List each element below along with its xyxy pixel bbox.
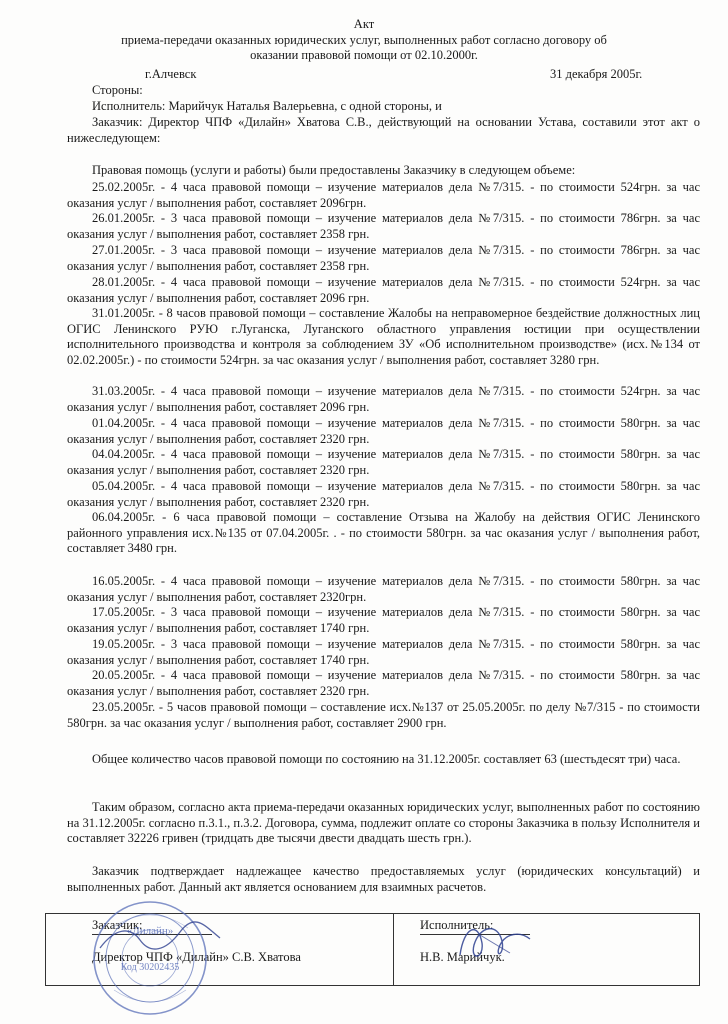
document-date: 31 декабря 2005г. — [550, 67, 643, 81]
confirmation-paragraph: Заказчик подтверждает надлежащее качество предоставляемых услуг (юридических консультаций) и выполненных работ. Данный акт является основанием для взаимных расчетов. — [67, 864, 700, 894]
stamp-code-text: Код 30202435 — [120, 962, 180, 973]
customer-signature-label: Заказчик: — [92, 918, 143, 932]
customer-signature-name: Директор ЧПФ «Дилайн» С.В. Хватова — [92, 950, 301, 964]
document-place: г.Алчевск — [145, 67, 197, 81]
parties-heading: Стороны: — [92, 83, 143, 97]
entry-item: 04.04.2005г. - 4 часа правовой помощи – изучение материалов дела №7/315. - по стоимости 580грн. за час оказания услуг / выполнения работ, составляет 2320 грн. — [67, 447, 700, 477]
entry-item: 16.05.2005г. - 4 часа правовой помощи – изучение материалов дела №7/315. - по стоимости 580грн. за час оказания услуг / выполнения работ, составляет 2320грн. — [67, 574, 700, 604]
company-stamp-icon — [90, 898, 210, 1018]
entry-item: 31.03.2005г. - 4 часа правовой помощи – изучение материалов дела №7/315. - по стоимости 524грн. за час оказания услуг / выполнения работ, составляет 2096 грн. — [67, 384, 700, 414]
customer-signature-icon — [95, 918, 225, 958]
entry-item: 19.05.2005г. - 3 часа правовой помощи – изучение материалов дела №7/315. - по стоимости 580грн. за час оказания услуг / выполнения работ, составляет 1740 грн. — [67, 637, 700, 667]
amount-paragraph: Таким образом, согласно акта приема-передачи оказанных юридических услуг, выполненных работ по состоянию на 31.12.2005г. согласно п.3.1., п.3.2. Договора, сумма, подлежит оплате со стороны Заказчика в пользу Исполнителя и составляет 32226 гривен (тридцать две тысячи двести двадцать шесть грн.). — [67, 800, 700, 846]
entry-item: 20.05.2005г. - 4 часа правовой помощи – изучение материалов дела №7/315. - по стоимости 580грн. за час оказания услуг / выполнения работ, составляет 2320 грн. — [67, 668, 700, 698]
signature-divider — [393, 914, 394, 985]
executor-signature-label: Исполнитель: — [420, 918, 494, 932]
entry-item: 31.01.2005г. - 8 часов правовой помощи – составление Жалобы на неправомерное бездействие должностных лиц ОГИС Ленинского РУЮ г.Луганска, Луганского областного управления юстиции при осуществлении исполнительного производства и контроля за соблюдением ЗУ «Об исполнительном производстве» (исх.№134 от 02.02.2005г.) - по стоимости 524грн. за час оказания услуг / выполнения работ, составляет 3280 грн. — [67, 306, 700, 367]
entry-item: 26.01.2005г. - 3 часа правовой помощи – изучение материалов дела №7/315. - по стоимости 786грн. за час оказания услуг / выполнения работ, составляет 2358 грн. — [67, 211, 700, 241]
document-title: Акт — [353, 17, 375, 31]
entry-item: 05.04.2005г. - 4 часа правовой помощи – изучение материалов дела №7/315. - по стоимости 580грн. за час оказания услуг / выполнения работ, составляет 2320 грн. — [67, 479, 700, 509]
document-subtitle: приема-передачи оказанных юридических услуг, выполненных работ согласно договору об оказании правовой помощи от 02.10.2000г. — [121, 33, 607, 62]
entry-item: 23.05.2005г. - 5 часов правовой помощи – составление исх.№137 от 25.05.2005г. по делу №7/315 - по стоимости 580грн. за час оказания услуг / выполнения работ, составляет 2900 грн. — [67, 700, 700, 730]
customer-paragraph: Заказчик: Директор ЧПФ «Дилайн» Хватова С.В., действующий на основании Устава, составили этот акт о нижеследующем: — [67, 115, 700, 145]
executor-line: Исполнитель: Марийчук Наталья Валерьевна, с одной стороны, и — [92, 99, 442, 113]
entry-item: 25.02.2005г. - 4 часа правовой помощи – изучение материалов дела №7/315. - по стоимости 524грн. за час оказания услуг / выполнения работ, составляет 2096грн. — [67, 180, 700, 210]
executor-signature-icon — [450, 915, 540, 970]
scope-line: Правовая помощь (услуги и работы) были предоставлены Заказчику в следующем объеме: — [92, 163, 576, 177]
entry-item: 27.01.2005г. - 3 часа правовой помощи – изучение материалов дела №7/315. - по стоимости 786грн. за час оказания услуг / выполнения работ, составляет 2358 грн. — [67, 243, 700, 273]
entry-item: 28.01.2005г. - 4 часа правовой помощи – изучение материалов дела №7/315. - по стоимости 524грн. за час оказания услуг / выполнения работ, составляет 2096 грн. — [67, 275, 700, 305]
entry-item: 17.05.2005г. - 3 часа правовой помощи – изучение материалов дела №7/315. - по стоимости 580грн. за час оказания услуг / выполнения работ, составляет 1740 грн. — [67, 605, 700, 635]
total-hours-paragraph: Общее количество часов правовой помощи по состоянию на 31.12.2005г. составляет 63 (шестьдесят три) часа. — [92, 752, 681, 766]
entry-item: 01.04.2005г. - 4 часа правовой помощи – изучение материалов дела №7/315. - по стоимости 580грн. за час оказания услуг / выполнения работ, составляет 2320 грн. — [67, 416, 700, 446]
executor-signature-name: Н.В. Марийчук. — [420, 950, 505, 964]
stamp-center-text: «Дилайн» — [126, 925, 174, 937]
entry-item: 06.04.2005г. - 6 часа правовой помощи – составление Отзыва на Жалобу на действия ОГИС Ленинского районного управления исх.№135 от 07.04.2005г. . - по стоимости 580грн. за час оказания услуг / выполнения работ, составляет 3480 грн. — [67, 510, 700, 556]
